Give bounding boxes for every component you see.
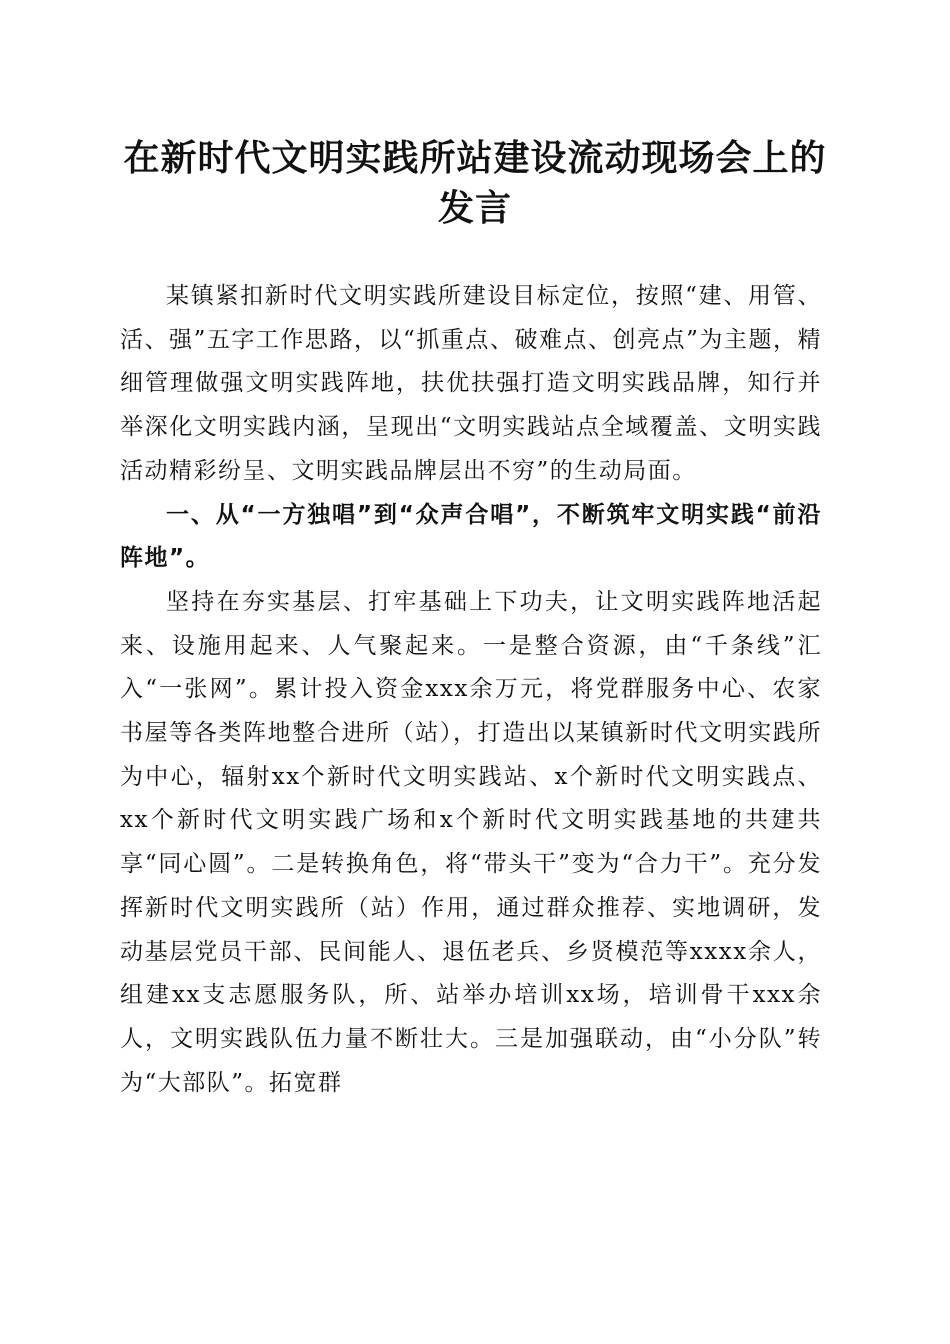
section-heading: 一、从“一方独唱”到“众声合唱”，不断筑牢文明实践“前沿阵地”。: [120, 501, 822, 572]
document-title: 在新时代文明实践所站建设流动现场会上的发言: [123, 137, 827, 229]
intro-paragraph: 某镇紧扣新时代文明实践所建设目标定位，按照“建、用管、活、强”五字工作思路，以“抓重点、破难点、创亮点”为主题，精细管理做强文明实践阵地，扶优扶强打造文明实践品牌，知行并举深化文明实践内涵，呈现出“文明实践站点全域覆盖、文明实践活动精彩纷呈、文明实践品牌层出不穷”的生动局面。: [120, 283, 822, 484]
section-paragraph: 坚持在夯实基层、打牢基础上下功夫，让文明实践阵地活起来、设施用起来、人气聚起来。一是整合资源，由“千条线”汇入“一张网”。累计投入资金xxx余万元，将党群服务中心、农家书屋等各类阵地整合进所（站），打造出以某镇新时代文明实践所为中心，辐射xx个新时代文明实践站、x个新时代文明实践点、xx个新时代文明实践广场和x个新时代文明实践基地的共建共享“同心圆”。二是转换角色，将“带头干”变为“合力干”。充分发挥新时代文明实践所（站）作用，通过群众推荐、实地调研，发动基层党员干部、民间能人、退伍老兵、乡贤模范等xxxx余人，组建xx支志愿服务队，所、站举办培训xx场，培训骨干xxx余人，文明实践队伍力量不断壮大。三是加强联动，由“小分队”转为“大部队”。拓宽群: [120, 588, 822, 1096]
document-body: [120, 275, 822, 1105]
